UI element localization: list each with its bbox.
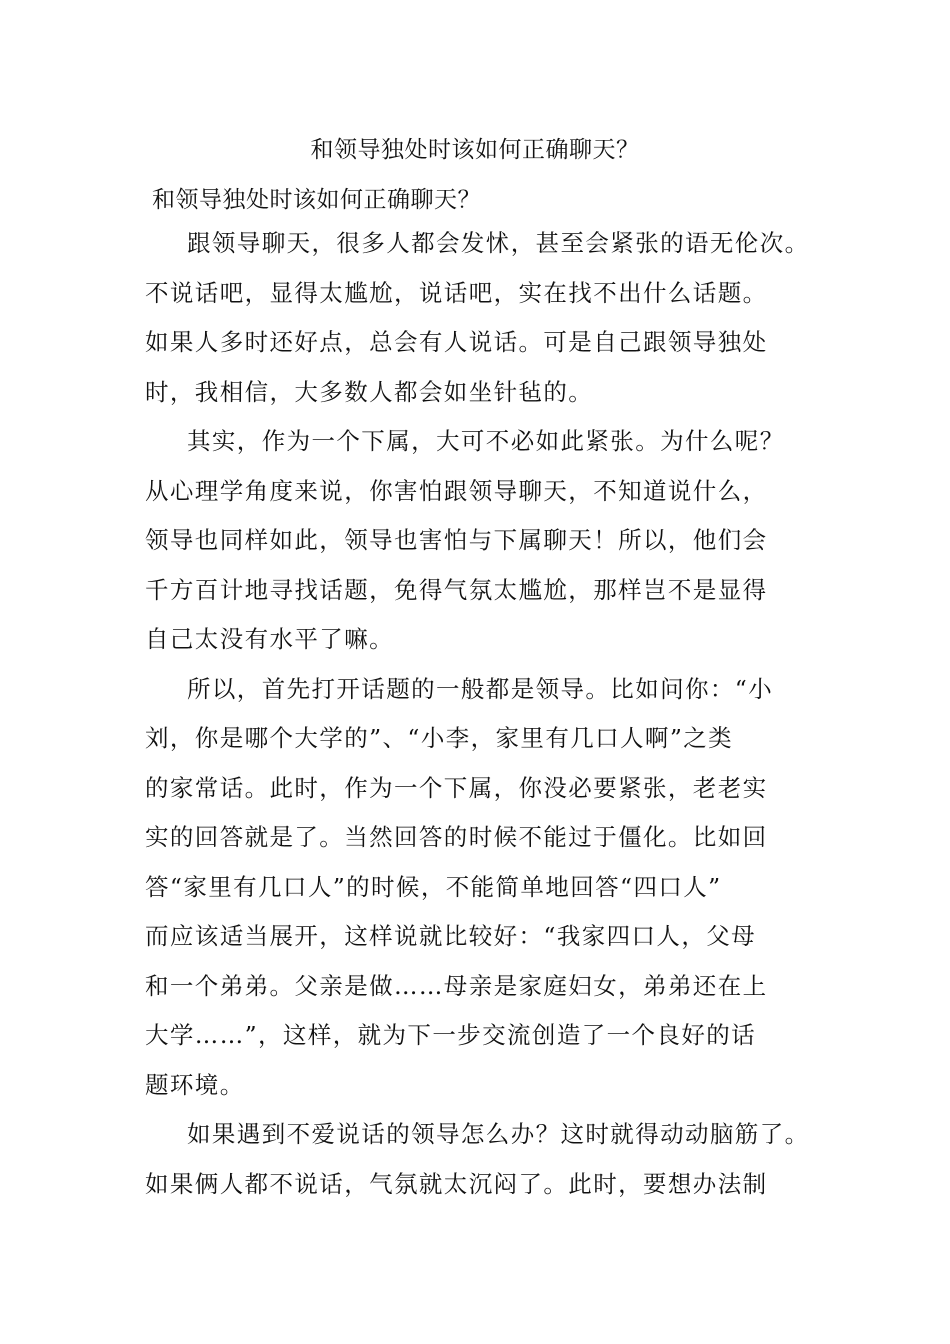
paragraph-line: 所以，首先打开话题的一般都是领导。比如问你：“小 — [187, 674, 774, 703]
paragraph-line: 而应该适当展开，这样说就比较好：“我家四口人，父母 — [145, 922, 757, 950]
paragraph-line: 实的回答就是了。当然回答的时候不能过于僵化。比如回 — [145, 823, 768, 851]
paragraph-line: 如果俩人都不说话，气氛就太沉闷了。此时，要想办法制 — [145, 1169, 768, 1198]
paragraph-line: 大学……”，这样，就为下一步交流创造了一个良好的话 — [145, 1021, 757, 1049]
paragraph-line: 其实，作为一个下属，大可不必如此紧张。为什么呢？ — [187, 427, 785, 455]
paragraph-line: 不说话吧，显得太尴尬，说话吧，实在找不出什么话题。 — [145, 278, 768, 307]
paragraph-line: 和一个弟弟。父亲是做……母亲是家庭妇女，弟弟还在上 — [145, 971, 768, 1000]
paragraph-line: 时，我相信，大多数人都会如坐针毡的。 — [145, 377, 594, 406]
paragraph-line: 刘，你是哪个大学的”、“小李，家里有几口人啊”之类 — [145, 724, 734, 752]
paragraph-line: 的家常话。此时，作为一个下属，你没必要紧张，老老实 — [145, 773, 768, 802]
paragraph-line: 如果遇到不爱说话的领导怎么办？这时就得动动脑筋了。 — [187, 1120, 810, 1148]
paragraph-line: 跟领导聊天，很多人都会发怵，甚至会紧张的语无伦次。 — [187, 229, 810, 257]
document-title: 和领导独处时该如何正确聊天？ — [310, 137, 640, 163]
paragraph-line: 千方百计地寻找话题，免得气氛太尴尬，那样岂不是显得 — [145, 575, 768, 604]
document-subtitle: 和领导独处时该如何正确聊天？ — [152, 187, 481, 213]
paragraph-line: 如果人多时还好点，总会有人说话。可是自己跟领导独处 — [145, 328, 768, 356]
paragraph-line: 自己太没有水平了嘛。 — [145, 625, 394, 653]
paragraph-line: 题环境。 — [145, 1070, 245, 1099]
paragraph-line: 从心理学角度来说，你害怕跟领导聊天，不知道说什么， — [145, 476, 768, 505]
paragraph-line: 领导也同样如此，领导也害怕与下属聊天！所以，他们会 — [145, 526, 768, 554]
paragraph-line: 答“家里有几口人”的时候，不能简单地回答“四口人” — [145, 872, 722, 901]
document-body — [145, 219, 845, 1209]
